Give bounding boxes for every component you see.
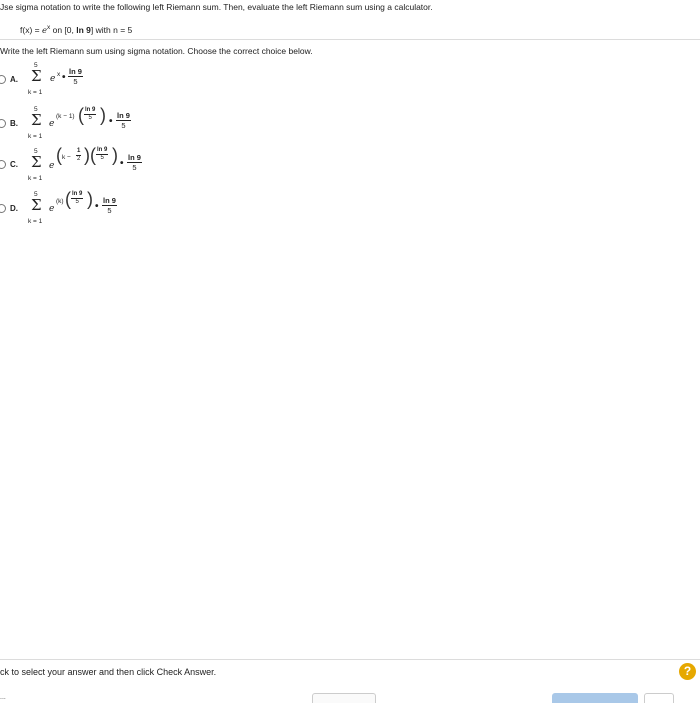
choice-c-inner-fraction bbox=[96, 147, 108, 162]
choice-b-paren-left: ( bbox=[78, 105, 84, 125]
choice-c-inner-den: 5 bbox=[100, 155, 104, 161]
choice-a-exp: x bbox=[57, 71, 61, 78]
choice-d-sigma: Σ bbox=[31, 196, 42, 214]
choice-b-exp: (k − 1) bbox=[56, 113, 75, 120]
choice-b-frac-den: 5 bbox=[121, 121, 126, 130]
choice-c-inner-num: ln 9 bbox=[97, 147, 108, 153]
choice-d-exp: (k) bbox=[56, 198, 64, 205]
choice-d-inner-den: 5 bbox=[75, 199, 79, 205]
choice-c-paren1-left: ( bbox=[56, 145, 62, 165]
choice-b-lower: k = 1 bbox=[28, 133, 43, 140]
hint-text: ck to select your answer and then click Check Answer. bbox=[0, 667, 217, 677]
choice-b[interactable] bbox=[0, 104, 200, 144]
choice-c-sigma: Σ bbox=[31, 153, 42, 171]
choice-a-radio[interactable] bbox=[0, 75, 6, 84]
choice-d-paren-left: ( bbox=[65, 189, 71, 209]
choice-d-inner-num: ln 9 bbox=[72, 191, 83, 197]
choice-d-radio[interactable] bbox=[0, 204, 6, 213]
choice-c-fraction bbox=[127, 153, 142, 172]
secondary-button[interactable] bbox=[312, 693, 376, 703]
choice-d-paren-right: ) bbox=[87, 189, 93, 209]
choice-d-dot: • bbox=[95, 201, 99, 212]
choice-a-fraction bbox=[68, 67, 83, 86]
choice-a-lower: k = 1 bbox=[28, 89, 43, 96]
choice-a-sigma: Σ bbox=[31, 67, 42, 85]
function-suffix-a: on [0, bbox=[50, 24, 77, 35]
choice-d-label: D. bbox=[10, 204, 18, 213]
choice-d-upper: 5 bbox=[34, 191, 38, 198]
choice-d-fraction bbox=[102, 196, 117, 215]
tertiary-button[interactable] bbox=[644, 693, 674, 703]
choice-b-frac-num: ln 9 bbox=[117, 111, 130, 120]
choice-a-dot: • bbox=[62, 72, 66, 83]
choice-a[interactable] bbox=[0, 62, 200, 100]
choice-c-paren2-left: ( bbox=[90, 145, 96, 165]
choice-b-inner-fraction bbox=[84, 107, 96, 122]
choice-b-radio[interactable] bbox=[0, 119, 6, 128]
help-icon[interactable]: ? bbox=[679, 663, 696, 680]
function-ln9: ln 9 bbox=[76, 24, 91, 35]
choice-b-e: e bbox=[49, 119, 55, 129]
choice-c-half bbox=[76, 148, 81, 163]
choice-c-frac-num: ln 9 bbox=[128, 153, 141, 162]
choice-b-inner-num: ln 9 bbox=[85, 107, 96, 113]
choice-b-fraction bbox=[116, 111, 131, 130]
choice-c-dot: • bbox=[120, 158, 124, 169]
choice-c-frac-den: 5 bbox=[132, 163, 137, 172]
cut-off-text: ... bbox=[0, 694, 6, 701]
choice-b-label: B. bbox=[10, 119, 18, 128]
choice-c-label: C. bbox=[10, 160, 18, 169]
choice-d[interactable] bbox=[0, 188, 200, 228]
function-line bbox=[20, 24, 132, 36]
choice-a-frac-den: 5 bbox=[73, 77, 78, 86]
choice-c-half-num: 1 bbox=[77, 148, 81, 154]
function-suffix-c: ] with n = 5 bbox=[90, 24, 133, 35]
choice-a-label: A. bbox=[10, 75, 18, 84]
choice-a-upper: 5 bbox=[34, 62, 38, 69]
check-answer-button[interactable] bbox=[552, 693, 638, 703]
function-exp: x bbox=[47, 24, 51, 31]
divider-bottom bbox=[0, 659, 700, 660]
choice-a-e: e bbox=[50, 74, 56, 84]
choice-c-paren1-right: ) bbox=[84, 145, 90, 165]
choice-c-half-den: 2 bbox=[77, 156, 81, 162]
choice-d-frac-den: 5 bbox=[107, 206, 112, 215]
function-prefix: f(x) = bbox=[20, 24, 42, 35]
choice-c-upper: 5 bbox=[34, 148, 38, 155]
choice-d-frac-num: ln 9 bbox=[103, 196, 116, 205]
choice-c-lower: k = 1 bbox=[28, 175, 43, 182]
instruction-text: Jse sigma notation to write the following left Riemann sum. Then, evaluate the left Riemann sum using a calculator. bbox=[0, 2, 433, 12]
function-e: e bbox=[41, 25, 47, 36]
choice-d-lower: k = 1 bbox=[28, 218, 43, 225]
choice-c-exp-inner: k − bbox=[62, 154, 71, 161]
prompt-text: Write the left Riemann sum using sigma notation. Choose the correct choice below. bbox=[0, 46, 313, 56]
divider-top bbox=[0, 39, 700, 40]
choice-d-inner-fraction bbox=[71, 191, 83, 206]
choice-a-frac-num: ln 9 bbox=[69, 67, 82, 76]
choice-c-paren2-right: ) bbox=[112, 145, 118, 165]
choice-b-inner-den: 5 bbox=[88, 115, 92, 121]
choice-d-e: e bbox=[49, 204, 55, 214]
choice-c-radio[interactable] bbox=[0, 160, 6, 169]
choice-c-e: e bbox=[49, 161, 55, 171]
choice-b-dot: • bbox=[109, 116, 113, 127]
choice-b-upper: 5 bbox=[34, 106, 38, 113]
choice-b-sigma: Σ bbox=[31, 111, 42, 129]
choice-b-paren-right: ) bbox=[100, 105, 106, 125]
choice-c[interactable] bbox=[0, 146, 200, 186]
